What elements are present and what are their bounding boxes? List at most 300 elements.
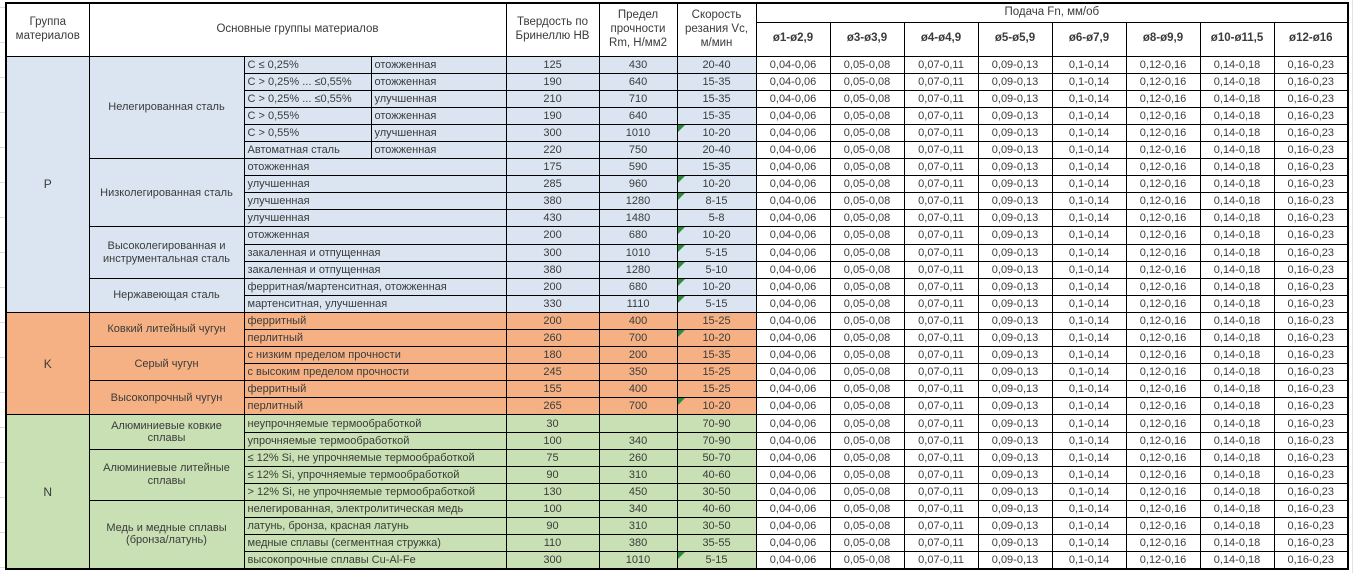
strength-cell: 1010 bbox=[599, 124, 677, 141]
col-header-feed: Подача Fn, мм/об bbox=[756, 3, 1348, 22]
material-spec-cell: упрочняемые термообработкой bbox=[244, 432, 506, 449]
hardness-cell: 300 bbox=[506, 552, 599, 569]
feed-value-cell: 0,04-0,06 bbox=[756, 432, 830, 449]
material-spec-cell: с высоким пределом прочности bbox=[244, 364, 506, 381]
feed-value-cell: 0,14-0,18 bbox=[1200, 141, 1274, 158]
feed-value-cell: 0,09-0,13 bbox=[978, 73, 1052, 90]
col-header-main-material-groups: Основные группы материалов bbox=[89, 3, 506, 56]
material-spec-cell: высокопрочные сплавы Cu-Al-Fe bbox=[244, 552, 506, 569]
feed-value-cell: 0,07-0,11 bbox=[904, 483, 978, 500]
feed-value-cell: 0,09-0,13 bbox=[978, 381, 1052, 398]
feed-value-cell: 0,07-0,11 bbox=[904, 518, 978, 535]
hardness-cell: 180 bbox=[506, 347, 599, 364]
feed-value-cell: 0,04-0,06 bbox=[756, 90, 830, 107]
material-condition-cell: отожженная bbox=[371, 141, 506, 158]
hardness-cell: 200 bbox=[506, 278, 599, 295]
feed-value-cell: 0,14-0,18 bbox=[1200, 261, 1274, 278]
feed-value-cell: 0,14-0,18 bbox=[1200, 552, 1274, 569]
material-spec-cell: улучшенная bbox=[244, 176, 506, 193]
strength-cell: 200 bbox=[599, 347, 677, 364]
feed-value-cell: 0,16-0,23 bbox=[1274, 518, 1348, 535]
feed-value-cell: 0,1-0,14 bbox=[1052, 347, 1126, 364]
feed-value-cell: 0,09-0,13 bbox=[978, 90, 1052, 107]
speed-cell: 15-35 bbox=[677, 347, 756, 364]
feed-value-cell: 0,07-0,11 bbox=[904, 90, 978, 107]
feed-value-cell: 0,09-0,13 bbox=[978, 56, 1052, 73]
table-row bbox=[6, 159, 1348, 176]
feed-value-cell: 0,07-0,11 bbox=[904, 176, 978, 193]
table-row bbox=[6, 415, 1348, 432]
col-header-diameter: ø1-ø2,9 bbox=[756, 22, 830, 56]
cell-flag-triangle-icon bbox=[678, 398, 685, 405]
feed-value-cell: 0,1-0,14 bbox=[1052, 466, 1126, 483]
feed-value-cell: 0,16-0,23 bbox=[1274, 415, 1348, 432]
strength-cell: 260 bbox=[599, 449, 677, 466]
strength-cell: 310 bbox=[599, 466, 677, 483]
subgroup-name-cell: Алюминиевые ковкие сплавы bbox=[89, 415, 244, 449]
feed-value-cell: 0,07-0,11 bbox=[904, 159, 978, 176]
feed-value-cell: 0,05-0,08 bbox=[830, 518, 904, 535]
feed-value-cell: 0,1-0,14 bbox=[1052, 312, 1126, 329]
feed-value-cell: 0,05-0,08 bbox=[830, 535, 904, 552]
feed-value-cell: 0,04-0,06 bbox=[756, 141, 830, 158]
feed-value-cell: 0,12-0,16 bbox=[1126, 210, 1200, 227]
feed-value-cell: 0,07-0,11 bbox=[904, 415, 978, 432]
feed-value-cell: 0,14-0,18 bbox=[1200, 124, 1274, 141]
feed-value-cell: 0,05-0,08 bbox=[830, 141, 904, 158]
feed-value-cell: 0,04-0,06 bbox=[756, 107, 830, 124]
col-header-material-group: Группа материалов bbox=[6, 3, 89, 56]
feed-value-cell: 0,16-0,23 bbox=[1274, 90, 1348, 107]
speed-cell: 20-40 bbox=[677, 56, 756, 73]
feed-value-cell: 0,07-0,11 bbox=[904, 56, 978, 73]
feed-value-cell: 0,04-0,06 bbox=[756, 244, 830, 261]
feed-value-cell: 0,07-0,11 bbox=[904, 449, 978, 466]
feed-value-cell: 0,09-0,13 bbox=[978, 312, 1052, 329]
feed-value-cell: 0,14-0,18 bbox=[1200, 432, 1274, 449]
feed-value-cell: 0,09-0,13 bbox=[978, 415, 1052, 432]
feed-value-cell: 0,05-0,08 bbox=[830, 261, 904, 278]
material-spec-cell: Автоматная сталь bbox=[244, 141, 371, 158]
cell-flag-triangle-icon bbox=[678, 279, 685, 286]
feed-value-cell: 0,14-0,18 bbox=[1200, 415, 1274, 432]
feed-value-cell: 0,09-0,13 bbox=[978, 107, 1052, 124]
table-row bbox=[6, 500, 1348, 517]
feed-value-cell: 0,16-0,23 bbox=[1274, 124, 1348, 141]
feed-value-cell: 0,09-0,13 bbox=[978, 278, 1052, 295]
feed-value-cell: 0,16-0,23 bbox=[1274, 449, 1348, 466]
feed-value-cell: 0,16-0,23 bbox=[1274, 159, 1348, 176]
feed-value-cell: 0,09-0,13 bbox=[978, 347, 1052, 364]
feed-value-cell: 0,16-0,23 bbox=[1274, 176, 1348, 193]
strength-cell: 1280 bbox=[599, 261, 677, 278]
feed-value-cell: 0,04-0,06 bbox=[756, 398, 830, 415]
material-spec-cell: латунь, бронза, красная латунь bbox=[244, 518, 506, 535]
speed-cell: 70-90 bbox=[677, 432, 756, 449]
feed-value-cell: 0,05-0,08 bbox=[830, 244, 904, 261]
strength-cell: 350 bbox=[599, 364, 677, 381]
col-header-tensile-strength: Предел прочности Rm, Н/мм2 bbox=[599, 3, 677, 56]
feed-value-cell: 0,05-0,08 bbox=[830, 364, 904, 381]
feed-value-cell: 0,07-0,11 bbox=[904, 261, 978, 278]
material-spec-cell: нелегированная, электролитическая медь bbox=[244, 500, 506, 517]
feed-value-cell: 0,09-0,13 bbox=[978, 466, 1052, 483]
feed-value-cell: 0,16-0,23 bbox=[1274, 261, 1348, 278]
feed-value-cell: 0,1-0,14 bbox=[1052, 261, 1126, 278]
feed-value-cell: 0,1-0,14 bbox=[1052, 278, 1126, 295]
strength-cell: 680 bbox=[599, 278, 677, 295]
feed-value-cell: 0,1-0,14 bbox=[1052, 483, 1126, 500]
feed-value-cell: 0,05-0,08 bbox=[830, 381, 904, 398]
feed-value-cell: 0,14-0,18 bbox=[1200, 107, 1274, 124]
feed-value-cell: 0,04-0,06 bbox=[756, 381, 830, 398]
hardness-cell: 90 bbox=[506, 466, 599, 483]
feed-value-cell: 0,12-0,16 bbox=[1126, 483, 1200, 500]
material-spec-cell: перлитный bbox=[244, 330, 506, 347]
cell-flag-triangle-icon bbox=[678, 296, 685, 303]
material-spec-cell: ≤ 12% Si, упрочняемые термообработкой bbox=[244, 466, 506, 483]
feed-value-cell: 0,14-0,18 bbox=[1200, 364, 1274, 381]
sheet-gridline-right bbox=[1352, 0, 1353, 573]
cell-flag-triangle-icon bbox=[678, 262, 685, 269]
feed-value-cell: 0,14-0,18 bbox=[1200, 210, 1274, 227]
speed-cell: 15-35 bbox=[677, 90, 756, 107]
feed-value-cell: 0,1-0,14 bbox=[1052, 124, 1126, 141]
feed-value-cell: 0,1-0,14 bbox=[1052, 364, 1126, 381]
hardness-cell: 430 bbox=[506, 210, 599, 227]
feed-value-cell: 0,12-0,16 bbox=[1126, 518, 1200, 535]
feed-value-cell: 0,04-0,06 bbox=[756, 552, 830, 569]
feed-value-cell: 0,14-0,18 bbox=[1200, 278, 1274, 295]
feed-value-cell: 0,14-0,18 bbox=[1200, 347, 1274, 364]
feed-value-cell: 0,16-0,23 bbox=[1274, 193, 1348, 210]
strength-cell: 1280 bbox=[599, 193, 677, 210]
cell-flag-triangle-icon bbox=[678, 552, 685, 559]
strength-cell: 750 bbox=[599, 141, 677, 158]
hardness-cell: 300 bbox=[506, 124, 599, 141]
feed-value-cell: 0,12-0,16 bbox=[1126, 330, 1200, 347]
feed-value-cell: 0,04-0,06 bbox=[756, 73, 830, 90]
feed-value-cell: 0,1-0,14 bbox=[1052, 552, 1126, 569]
material-spec-cell: улучшенная bbox=[244, 210, 506, 227]
feed-value-cell: 0,14-0,18 bbox=[1200, 535, 1274, 552]
hardness-cell: 75 bbox=[506, 449, 599, 466]
speed-cell: 5-15 bbox=[677, 552, 756, 569]
feed-value-cell: 0,1-0,14 bbox=[1052, 449, 1126, 466]
feed-value-cell: 0,1-0,14 bbox=[1052, 90, 1126, 107]
feed-value-cell: 0,16-0,23 bbox=[1274, 381, 1348, 398]
speed-cell: 15-35 bbox=[677, 73, 756, 90]
feed-value-cell: 0,05-0,08 bbox=[830, 483, 904, 500]
feed-value-cell: 0,09-0,13 bbox=[978, 295, 1052, 312]
feed-value-cell: 0,1-0,14 bbox=[1052, 141, 1126, 158]
feed-value-cell: 0,05-0,08 bbox=[830, 159, 904, 176]
feed-value-cell: 0,09-0,13 bbox=[978, 449, 1052, 466]
feed-value-cell: 0,16-0,23 bbox=[1274, 347, 1348, 364]
strength-cell: 340 bbox=[599, 432, 677, 449]
feed-value-cell: 0,04-0,06 bbox=[756, 449, 830, 466]
feed-value-cell: 0,07-0,11 bbox=[904, 330, 978, 347]
feed-value-cell: 0,1-0,14 bbox=[1052, 176, 1126, 193]
strength-cell: 710 bbox=[599, 90, 677, 107]
feed-value-cell: 0,04-0,06 bbox=[756, 347, 830, 364]
feed-value-cell: 0,1-0,14 bbox=[1052, 398, 1126, 415]
feed-value-cell: 0,09-0,13 bbox=[978, 244, 1052, 261]
hardness-cell: 155 bbox=[506, 381, 599, 398]
col-header-cutting-speed: Скорость резания Vc, м/мин bbox=[677, 3, 756, 56]
table-row bbox=[6, 347, 1348, 364]
feed-value-cell: 0,05-0,08 bbox=[830, 210, 904, 227]
feed-value-cell: 0,14-0,18 bbox=[1200, 518, 1274, 535]
speed-cell: 5-10 bbox=[677, 261, 756, 278]
material-spec-cell: неупрочняемые термообработкой bbox=[244, 415, 506, 432]
feed-value-cell: 0,09-0,13 bbox=[978, 518, 1052, 535]
subgroup-name-cell: Ковкий литейный чугун bbox=[89, 312, 244, 346]
feed-value-cell: 0,12-0,16 bbox=[1126, 364, 1200, 381]
material-spec-cell: медные сплавы (сегментная стружка) bbox=[244, 535, 506, 552]
feed-value-cell: 0,07-0,11 bbox=[904, 227, 978, 244]
feed-value-cell: 0,12-0,16 bbox=[1126, 124, 1200, 141]
cell-flag-triangle-icon bbox=[678, 227, 685, 234]
speed-cell: 10-20 bbox=[677, 330, 756, 347]
feed-value-cell: 0,12-0,16 bbox=[1126, 244, 1200, 261]
feed-value-cell: 0,09-0,13 bbox=[978, 432, 1052, 449]
subgroup-name-cell: Высоколегированная и инструментальная сталь bbox=[89, 227, 244, 278]
hardness-cell: 125 bbox=[506, 56, 599, 73]
feed-value-cell: 0,05-0,08 bbox=[830, 466, 904, 483]
feed-value-cell: 0,09-0,13 bbox=[978, 159, 1052, 176]
hardness-cell: 330 bbox=[506, 295, 599, 312]
cell-flag-triangle-icon bbox=[678, 125, 685, 132]
strength-cell: 430 bbox=[599, 56, 677, 73]
feed-value-cell: 0,09-0,13 bbox=[978, 330, 1052, 347]
material-spec-cell: C > 0,55% bbox=[244, 107, 371, 124]
material-condition-cell: отожженная bbox=[371, 73, 506, 90]
feed-value-cell: 0,04-0,06 bbox=[756, 159, 830, 176]
cell-flag-triangle-icon bbox=[678, 330, 685, 337]
hardness-cell: 90 bbox=[506, 518, 599, 535]
speed-cell: 15-25 bbox=[677, 312, 756, 329]
feed-value-cell: 0,12-0,16 bbox=[1126, 381, 1200, 398]
feed-value-cell: 0,14-0,18 bbox=[1200, 176, 1274, 193]
col-header-diameter: ø4-ø4,9 bbox=[904, 22, 978, 56]
feed-value-cell: 0,1-0,14 bbox=[1052, 535, 1126, 552]
feed-value-cell: 0,04-0,06 bbox=[756, 210, 830, 227]
feed-value-cell: 0,16-0,23 bbox=[1274, 364, 1348, 381]
strength-cell bbox=[599, 415, 677, 432]
feed-value-cell: 0,14-0,18 bbox=[1200, 56, 1274, 73]
hardness-cell: 110 bbox=[506, 535, 599, 552]
table-row bbox=[6, 278, 1348, 295]
material-condition-cell: отожженная bbox=[371, 107, 506, 124]
table-header bbox=[6, 3, 1348, 56]
feed-value-cell: 0,16-0,23 bbox=[1274, 535, 1348, 552]
strength-cell: 380 bbox=[599, 535, 677, 552]
feed-value-cell: 0,07-0,11 bbox=[904, 210, 978, 227]
feed-value-cell: 0,16-0,23 bbox=[1274, 312, 1348, 329]
hardness-cell: 175 bbox=[506, 159, 599, 176]
hardness-cell: 200 bbox=[506, 227, 599, 244]
feed-value-cell: 0,1-0,14 bbox=[1052, 107, 1126, 124]
cell-flag-triangle-icon bbox=[678, 245, 685, 252]
material-spec-cell: перлитный bbox=[244, 398, 506, 415]
material-spec-cell: отожженная bbox=[244, 159, 506, 176]
feed-value-cell: 0,14-0,18 bbox=[1200, 90, 1274, 107]
feed-value-cell: 0,04-0,06 bbox=[756, 176, 830, 193]
group-code-cell: P bbox=[6, 56, 89, 312]
feed-value-cell: 0,14-0,18 bbox=[1200, 398, 1274, 415]
feed-value-cell: 0,12-0,16 bbox=[1126, 295, 1200, 312]
material-spec-cell: ≤ 12% Si, не упрочняемые термообработкой bbox=[244, 449, 506, 466]
feed-value-cell: 0,12-0,16 bbox=[1126, 415, 1200, 432]
table-row bbox=[6, 312, 1348, 329]
feed-value-cell: 0,09-0,13 bbox=[978, 483, 1052, 500]
strength-cell: 400 bbox=[599, 381, 677, 398]
speed-cell: 8-15 bbox=[677, 193, 756, 210]
feed-value-cell: 0,04-0,06 bbox=[756, 227, 830, 244]
feed-value-cell: 0,16-0,23 bbox=[1274, 227, 1348, 244]
feed-value-cell: 0,04-0,06 bbox=[756, 518, 830, 535]
hardness-cell: 130 bbox=[506, 483, 599, 500]
feed-value-cell: 0,04-0,06 bbox=[756, 278, 830, 295]
speed-cell: 10-20 bbox=[677, 176, 756, 193]
feed-value-cell: 0,04-0,06 bbox=[756, 312, 830, 329]
feed-value-cell: 0,16-0,23 bbox=[1274, 552, 1348, 569]
subgroup-name-cell: Высокопрочный чугун bbox=[89, 381, 244, 415]
strength-cell: 1110 bbox=[599, 295, 677, 312]
table-row bbox=[6, 381, 1348, 398]
feed-value-cell: 0,05-0,08 bbox=[830, 500, 904, 517]
feed-value-cell: 0,09-0,13 bbox=[978, 364, 1052, 381]
material-condition-cell: улучшенная bbox=[371, 124, 506, 141]
speed-cell: 10-20 bbox=[677, 398, 756, 415]
feed-value-cell: 0,05-0,08 bbox=[830, 56, 904, 73]
feed-value-cell: 0,04-0,06 bbox=[756, 364, 830, 381]
feed-value-cell: 0,1-0,14 bbox=[1052, 415, 1126, 432]
feed-value-cell: 0,07-0,11 bbox=[904, 466, 978, 483]
group-code-cell: K bbox=[6, 312, 89, 415]
subgroup-name-cell: Нержавеющая сталь bbox=[89, 278, 244, 312]
hardness-cell: 300 bbox=[506, 244, 599, 261]
hardness-cell: 200 bbox=[506, 312, 599, 329]
hardness-cell: 190 bbox=[506, 73, 599, 90]
feed-value-cell: 0,04-0,06 bbox=[756, 330, 830, 347]
feed-value-cell: 0,09-0,13 bbox=[978, 552, 1052, 569]
feed-value-cell: 0,14-0,18 bbox=[1200, 449, 1274, 466]
feed-value-cell: 0,14-0,18 bbox=[1200, 381, 1274, 398]
feed-value-cell: 0,09-0,13 bbox=[978, 261, 1052, 278]
material-spec-cell: мартенситная, улучшенная bbox=[244, 295, 506, 312]
feed-value-cell: 0,16-0,23 bbox=[1274, 278, 1348, 295]
feed-value-cell: 0,16-0,23 bbox=[1274, 398, 1348, 415]
feed-value-cell: 0,07-0,11 bbox=[904, 193, 978, 210]
feed-value-cell: 0,05-0,08 bbox=[830, 552, 904, 569]
feed-value-cell: 0,05-0,08 bbox=[830, 124, 904, 141]
strength-cell: 1010 bbox=[599, 244, 677, 261]
feed-value-cell: 0,07-0,11 bbox=[904, 141, 978, 158]
hardness-cell: 100 bbox=[506, 432, 599, 449]
feed-value-cell: 0,16-0,23 bbox=[1274, 73, 1348, 90]
hardness-cell: 210 bbox=[506, 90, 599, 107]
feed-value-cell: 0,12-0,16 bbox=[1126, 90, 1200, 107]
cell-flag-triangle-icon bbox=[678, 193, 685, 200]
material-spec-cell: ферритный bbox=[244, 381, 506, 398]
material-spec-cell: закаленная и отпущенная bbox=[244, 261, 506, 278]
speed-cell: 70-90 bbox=[677, 415, 756, 432]
speed-cell: 20-40 bbox=[677, 141, 756, 158]
feed-value-cell: 0,04-0,06 bbox=[756, 261, 830, 278]
feed-value-cell: 0,1-0,14 bbox=[1052, 518, 1126, 535]
feed-value-cell: 0,04-0,06 bbox=[756, 466, 830, 483]
speed-cell: 10-20 bbox=[677, 227, 756, 244]
feed-value-cell: 0,1-0,14 bbox=[1052, 381, 1126, 398]
feed-value-cell: 0,1-0,14 bbox=[1052, 193, 1126, 210]
feed-value-cell: 0,12-0,16 bbox=[1126, 227, 1200, 244]
strength-cell: 680 bbox=[599, 227, 677, 244]
feed-value-cell: 0,07-0,11 bbox=[904, 73, 978, 90]
feed-value-cell: 0,14-0,18 bbox=[1200, 466, 1274, 483]
feed-value-cell: 0,16-0,23 bbox=[1274, 210, 1348, 227]
feed-value-cell: 0,07-0,11 bbox=[904, 500, 978, 517]
feed-value-cell: 0,05-0,08 bbox=[830, 415, 904, 432]
feed-value-cell: 0,04-0,06 bbox=[756, 295, 830, 312]
feed-value-cell: 0,16-0,23 bbox=[1274, 432, 1348, 449]
strength-cell: 640 bbox=[599, 107, 677, 124]
speed-cell: 5-15 bbox=[677, 244, 756, 261]
table-row bbox=[6, 56, 1348, 73]
feed-value-cell: 0,12-0,16 bbox=[1126, 432, 1200, 449]
feed-value-cell: 0,05-0,08 bbox=[830, 312, 904, 329]
feed-value-cell: 0,05-0,08 bbox=[830, 73, 904, 90]
feed-value-cell: 0,12-0,16 bbox=[1126, 552, 1200, 569]
feed-value-cell: 0,14-0,18 bbox=[1200, 159, 1274, 176]
strength-cell: 310 bbox=[599, 518, 677, 535]
feed-value-cell: 0,05-0,08 bbox=[830, 107, 904, 124]
strength-cell: 400 bbox=[599, 312, 677, 329]
feed-value-cell: 0,04-0,06 bbox=[756, 193, 830, 210]
feed-value-cell: 0,05-0,08 bbox=[830, 330, 904, 347]
subgroup-name-cell: Серый чугун bbox=[89, 347, 244, 381]
feed-value-cell: 0,09-0,13 bbox=[978, 124, 1052, 141]
strength-cell: 590 bbox=[599, 159, 677, 176]
speed-cell: 15-35 bbox=[677, 107, 756, 124]
material-condition-cell: улучшенная bbox=[371, 90, 506, 107]
speed-cell: 15-25 bbox=[677, 381, 756, 398]
subgroup-name-cell: Алюминиевые литейные сплавы bbox=[89, 449, 244, 500]
strength-cell: 340 bbox=[599, 500, 677, 517]
subgroup-name-cell: Медь и медные сплавы (бронза/латунь) bbox=[89, 500, 244, 568]
feed-value-cell: 0,12-0,16 bbox=[1126, 466, 1200, 483]
feed-value-cell: 0,14-0,18 bbox=[1200, 73, 1274, 90]
speed-cell: 10-20 bbox=[677, 278, 756, 295]
hardness-cell: 30 bbox=[506, 415, 599, 432]
feed-value-cell: 0,09-0,13 bbox=[978, 210, 1052, 227]
feed-value-cell: 0,07-0,11 bbox=[904, 381, 978, 398]
feed-value-cell: 0,14-0,18 bbox=[1200, 244, 1274, 261]
feed-value-cell: 0,14-0,18 bbox=[1200, 500, 1274, 517]
hardness-cell: 380 bbox=[506, 193, 599, 210]
hardness-cell: 285 bbox=[506, 176, 599, 193]
feed-value-cell: 0,16-0,23 bbox=[1274, 295, 1348, 312]
col-header-diameter: ø5-ø5,9 bbox=[978, 22, 1052, 56]
feed-value-cell: 0,07-0,11 bbox=[904, 432, 978, 449]
cell-flag-triangle-icon bbox=[678, 176, 685, 183]
feed-value-cell: 0,05-0,08 bbox=[830, 176, 904, 193]
feed-value-cell: 0,1-0,14 bbox=[1052, 210, 1126, 227]
speed-cell: 5-8 bbox=[677, 210, 756, 227]
speed-cell: 40-60 bbox=[677, 500, 756, 517]
speed-cell: 5-15 bbox=[677, 295, 756, 312]
